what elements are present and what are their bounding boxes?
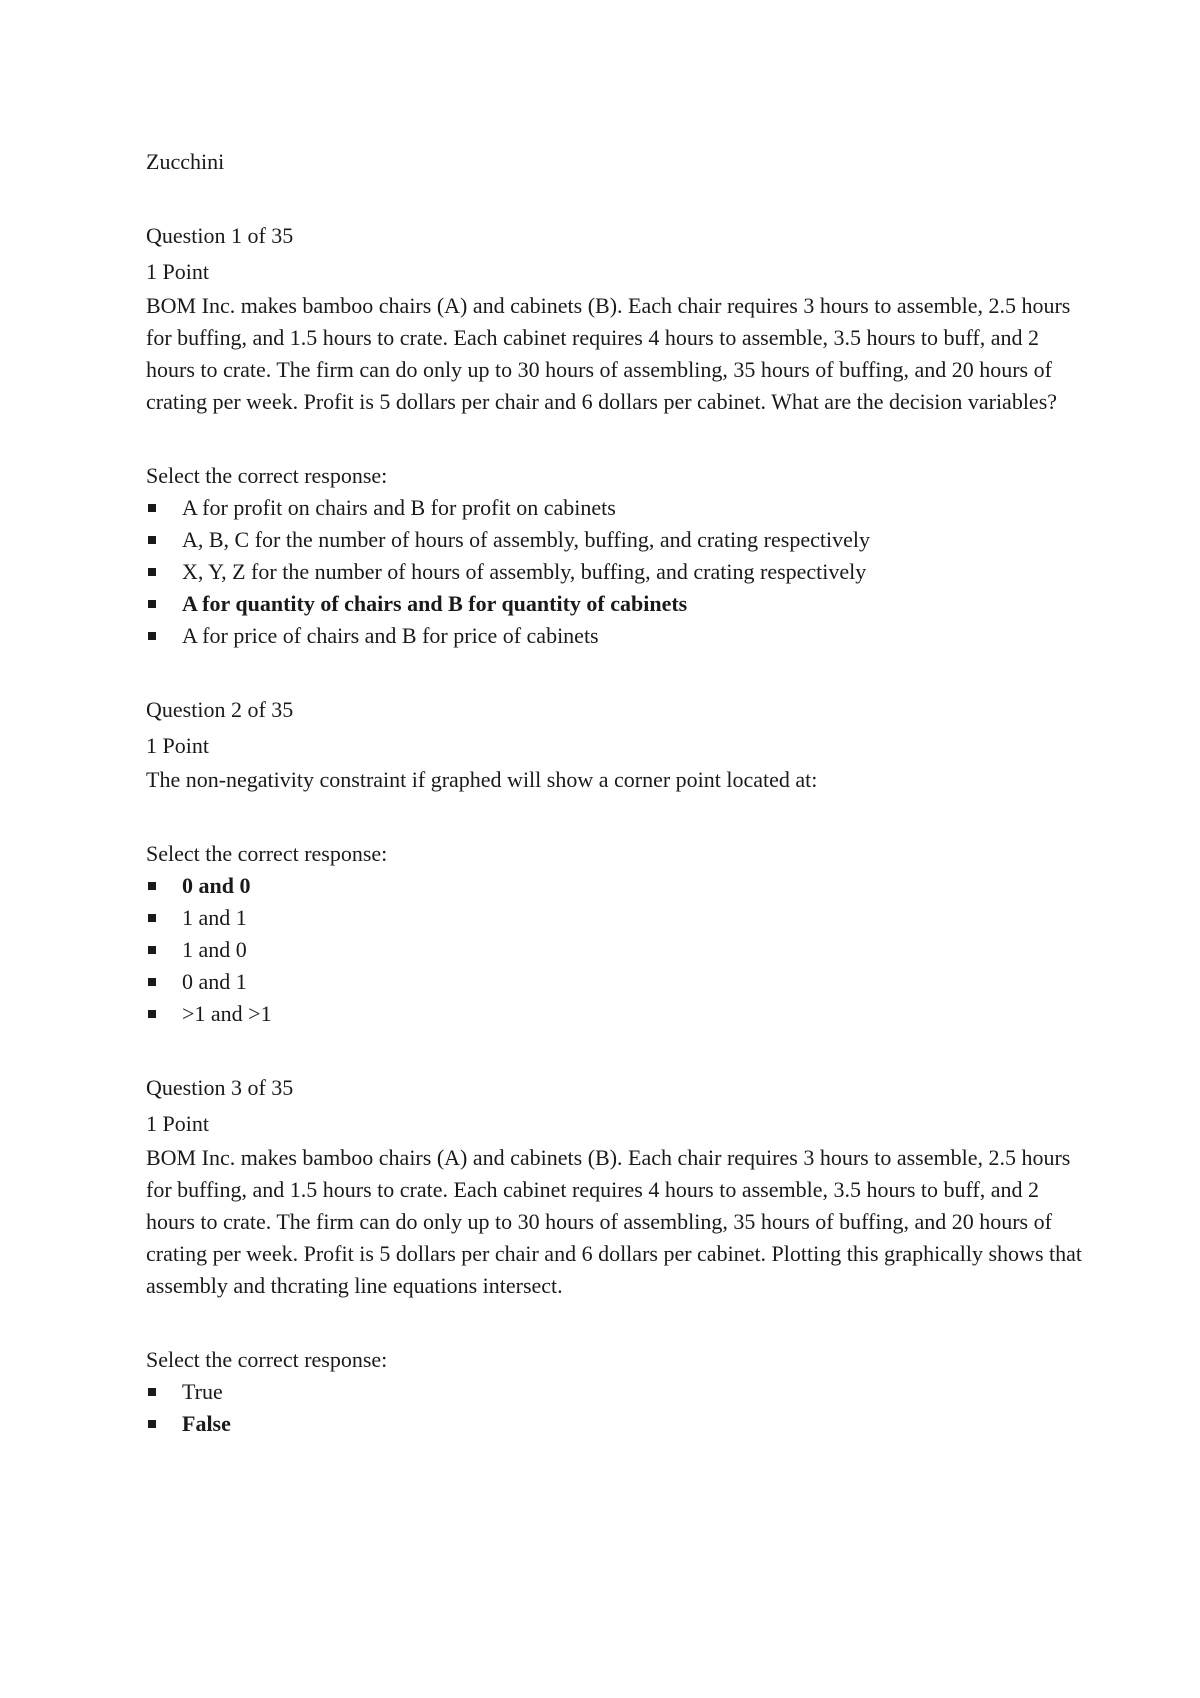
square-bullet-icon bbox=[148, 504, 156, 512]
answer-option-label: 0 and 0 bbox=[182, 873, 251, 898]
square-bullet-icon bbox=[148, 1388, 156, 1396]
question-3 bbox=[146, 1072, 1086, 1440]
answer-option-label: A for profit on chairs and B for profit on cabinets bbox=[182, 495, 616, 520]
answer-option-label: A for price of chairs and B for price of cabinets bbox=[182, 623, 599, 648]
response-instruction: Select the correct response: bbox=[146, 841, 388, 866]
answer-option-selected bbox=[146, 870, 1086, 902]
answer-option bbox=[146, 620, 1086, 652]
answer-option bbox=[146, 524, 1086, 556]
answer-options bbox=[146, 492, 1086, 652]
question-text: BOM Inc. makes bamboo chairs (A) and cabinets (B). Each chair requires 3 hours to assemble, 2.5 hours for buffing, and 1.5 hours to crate. Each cabinet requires 4 hours to assemble, 3.5 hours to buff, and 2 hours to crate. The firm can do only up to 30 hours of assembling, 35 hours of buffing, and 20 hours of crating per week. Profit is 5 dollars per chair and 6 dollars per cabinet. Plotting this graphically shows that assembly and thcrating line equations intersect. bbox=[146, 1145, 1082, 1298]
response-instruction: Select the correct response: bbox=[146, 463, 388, 488]
question-points: 1 Point bbox=[146, 733, 209, 758]
answer-options bbox=[146, 870, 1086, 1030]
square-bullet-icon bbox=[148, 632, 156, 640]
question-1 bbox=[146, 220, 1086, 652]
answer-option bbox=[146, 998, 1086, 1030]
question-heading: Question 2 of 35 bbox=[146, 697, 294, 722]
square-bullet-icon bbox=[148, 536, 156, 544]
answer-option-label: A, B, C for the number of hours of assembly, buffing, and crating respectively bbox=[182, 527, 870, 552]
answer-option bbox=[146, 492, 1086, 524]
question-heading: Question 3 of 35 bbox=[146, 1075, 294, 1100]
question-points: 1 Point bbox=[146, 1111, 209, 1136]
answer-option bbox=[146, 902, 1086, 934]
answer-options bbox=[146, 1376, 1086, 1440]
document-page bbox=[146, 146, 1086, 1482]
square-bullet-icon bbox=[148, 882, 156, 890]
answer-option bbox=[146, 966, 1086, 998]
answer-option-label: False bbox=[182, 1411, 231, 1436]
response-instruction: Select the correct response: bbox=[146, 1347, 388, 1372]
answer-option-label: >1 and >1 bbox=[182, 1001, 272, 1026]
answer-option-label: 1 and 0 bbox=[182, 937, 247, 962]
answer-option-label: A for quantity of chairs and B for quantity of cabinets bbox=[182, 591, 688, 616]
question-text: BOM Inc. makes bamboo chairs (A) and cabinets (B). Each chair requires 3 hours to assemble, 2.5 hours for buffing, and 1.5 hours to crate. Each cabinet requires 4 hours to assemble, 3.5 hours to buff, and 2 hours to crate. The firm can do only up to 30 hours of assembling, 35 hours of buffing, and 20 hours of crating per week. Profit is 5 dollars per chair and 6 dollars per cabinet. What are the decision variables? bbox=[146, 293, 1071, 414]
answer-option-selected bbox=[146, 588, 1086, 620]
answer-option bbox=[146, 1376, 1086, 1408]
answer-option-label: True bbox=[182, 1379, 223, 1404]
question-2 bbox=[146, 694, 1086, 1030]
square-bullet-icon bbox=[148, 914, 156, 922]
answer-option-label: 1 and 1 bbox=[182, 905, 247, 930]
question-text: The non-negativity constraint if graphed will show a corner point located at: bbox=[146, 767, 818, 792]
answer-option-label: X, Y, Z for the number of hours of assembly, buffing, and crating respectively bbox=[182, 559, 867, 584]
answer-option bbox=[146, 556, 1086, 588]
square-bullet-icon bbox=[148, 978, 156, 986]
answer-option-selected bbox=[146, 1408, 1086, 1440]
square-bullet-icon bbox=[148, 1420, 156, 1428]
square-bullet-icon bbox=[148, 1010, 156, 1018]
question-heading: Question 1 of 35 bbox=[146, 223, 294, 248]
document-title: Zucchini bbox=[146, 149, 225, 174]
answer-option-label: 0 and 1 bbox=[182, 969, 247, 994]
square-bullet-icon bbox=[148, 946, 156, 954]
square-bullet-icon bbox=[148, 600, 156, 608]
question-list bbox=[146, 220, 1086, 1440]
question-points: 1 Point bbox=[146, 259, 209, 284]
answer-option bbox=[146, 934, 1086, 966]
square-bullet-icon bbox=[148, 568, 156, 576]
